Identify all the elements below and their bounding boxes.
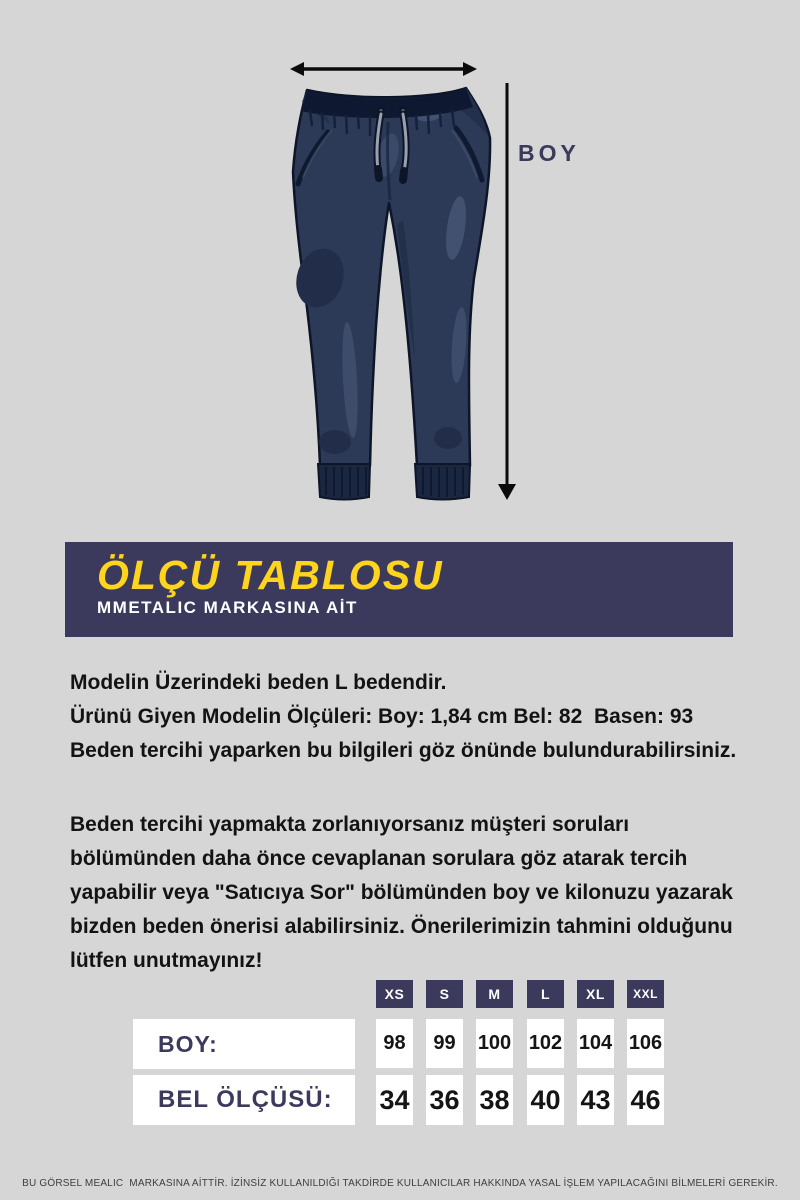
size-header-l: L [527,980,564,1008]
bel-value-m: 38 [476,1075,513,1125]
paragraph-line: bizden beden önerisi alabilirsiniz. Önerilerimizin tahmini olduğunu [70,915,733,938]
size-header-xxl: XXL [627,980,664,1008]
boy-value-s: 99 [426,1019,463,1068]
banner-title: ÖLÇÜ TABLOSU [97,552,444,598]
size-header-s: S [426,980,463,1008]
copyright-disclaimer: BU GÖRSEL MEALIC MARKASINA AİTTİR. İZİNSİZ KULLANILDIĞI TAKDİRDE KULLANICILAR HAKKINDA YASAL İŞLEM YAPILACAĞINI BİLMELERİ GEREKİR. [22,1178,778,1189]
pants-illustration [260,50,590,530]
bel-value-xs: 34 [376,1075,413,1125]
size-header-m: M [476,980,513,1008]
paragraph-line: Beden tercihi yapmakta zorlanıyorsanız müşteri soruları [70,813,630,836]
model-info-paragraph [70,666,750,768]
boy-value-m: 100 [476,1019,513,1068]
bel-value-xl: 43 [577,1075,614,1125]
paragraph-line: bölümünden daha önce cevaplanan sorulara göz atarak tercih [70,847,688,870]
row-label-bel-olcusu: BEL ÖLÇÜSÜ: [133,1075,355,1125]
size-advice-paragraph [70,808,750,978]
boy-value-xl: 104 [577,1019,614,1068]
height-measure-line-icon [498,83,516,500]
paragraph-line: Beden tercihi yaparken bu bilgileri göz önünde bulundurabilirsiniz. [70,739,737,762]
boy-value-l: 102 [527,1019,564,1068]
boy-value-xxl: 106 [627,1019,664,1068]
row-label-boy: BOY: [133,1019,355,1069]
size-header-xs: XS [376,980,413,1008]
waist-width-arrow-icon [290,62,477,76]
height-measure-label: BOY [518,140,580,166]
banner [65,542,733,637]
boy-value-xs: 98 [376,1019,413,1068]
paragraph-line: yapabilir veya "Satıcıya Sor" bölümünden boy ve kilonuzu yazarak [70,881,733,904]
ribbed-cuffs [318,464,470,500]
jogger-pants-drawing [289,88,490,500]
size-header-xl: XL [577,980,614,1008]
paragraph-line: Modelin Üzerindeki beden L bedendir. [70,671,447,694]
banner-subtitle: MMETALIC MARKASINA AİT [97,598,358,617]
bel-value-xxl: 46 [627,1075,664,1125]
bel-value-l: 40 [527,1075,564,1125]
paragraph-line: lütfen unutmayınız! [70,949,263,972]
bel-value-s: 36 [426,1075,463,1125]
paragraph-line: Ürünü Giyen Modelin Ölçüleri: Boy: 1,84 cm Bel: 82 Basen: 93 [70,705,694,728]
